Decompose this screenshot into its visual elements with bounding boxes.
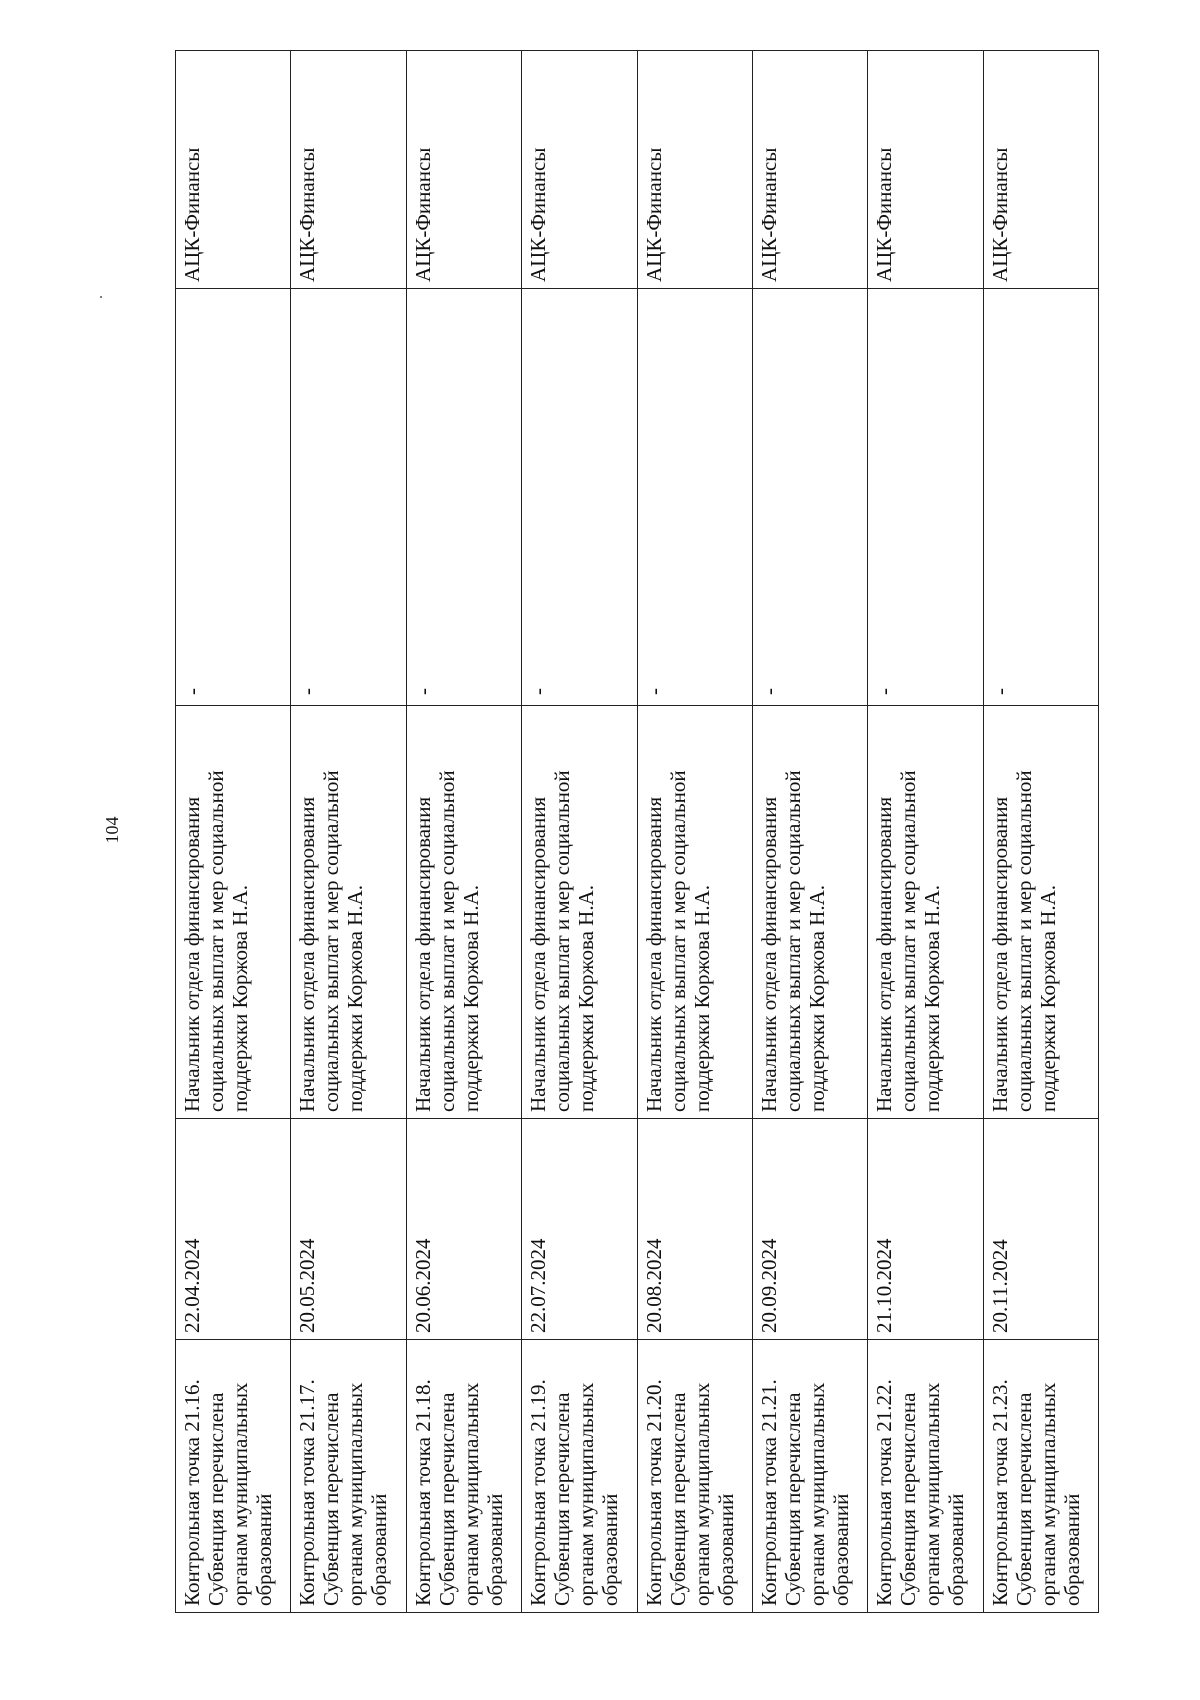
system-cell: АЦК-Финансы [983, 51, 1098, 289]
date-cell: 20.11.2024 [983, 1119, 1098, 1340]
scan-artifact-dot [100, 296, 102, 298]
document-cell: - [176, 289, 291, 706]
date-cell: 21.10.2024 [868, 1119, 983, 1340]
page-number: 104 [102, 816, 122, 844]
responsible-cell: Начальник отдела финансирования социальных выплат и мер социальной поддержки Коржова Н.А. [983, 706, 1098, 1119]
table-row [752, 51, 867, 1613]
document-cell: - [752, 289, 867, 706]
responsible-cell: Начальник отдела финансирования социальных выплат и мер социальной поддержки Коржова Н.А. [752, 706, 867, 1119]
table-row [522, 51, 637, 1613]
table-row [983, 51, 1098, 1613]
date-cell: 22.07.2024 [522, 1119, 637, 1340]
date-cell: 20.08.2024 [637, 1119, 752, 1340]
system-cell: АЦК-Финансы [406, 51, 521, 289]
document-cell: - [406, 289, 521, 706]
system-cell: АЦК-Финансы [291, 51, 406, 289]
system-cell: АЦК-Финансы [522, 51, 637, 289]
system-cell: АЦК-Финансы [176, 51, 291, 289]
responsible-cell: Начальник отдела финансирования социальных выплат и мер социальной поддержки Коржова Н.А. [176, 706, 291, 1119]
date-cell: 20.09.2024 [752, 1119, 867, 1340]
control-point-cell: Контрольная точка 21.16. Субвенция перечислена органам муниципальных образований [176, 1340, 291, 1613]
responsible-cell: Начальник отдела финансирования социальных выплат и мер социальной поддержки Коржова Н.А. [522, 706, 637, 1119]
control-point-cell: Контрольная точка 21.18. Субвенция перечислена органам муниципальных образований [406, 1340, 521, 1613]
responsible-cell: Начальник отдела финансирования социальных выплат и мер социальной поддержки Коржова Н.А. [406, 706, 521, 1119]
table-row [637, 51, 752, 1613]
control-point-cell: Контрольная точка 21.23. Субвенция перечислена органам муниципальных образований [983, 1340, 1098, 1613]
control-point-cell: Контрольная точка 21.21. Субвенция перечислена органам муниципальных образований [752, 1340, 867, 1613]
control-point-cell: Контрольная точка 21.20. Субвенция перечислена органам муниципальных образований [637, 1340, 752, 1613]
document-cell: - [637, 289, 752, 706]
control-point-cell: Контрольная точка 21.19. Субвенция перечислена органам муниципальных образований [522, 1340, 637, 1613]
date-cell: 22.04.2024 [176, 1119, 291, 1340]
control-points-table [175, 50, 1099, 1613]
document-cell: - [291, 289, 406, 706]
control-point-cell: Контрольная точка 21.22. Субвенция перечислена органам муниципальных образований [868, 1340, 983, 1613]
table-body [176, 51, 1099, 1613]
table-row [868, 51, 983, 1613]
document-cell: - [868, 289, 983, 706]
table-row [291, 51, 406, 1613]
system-cell: АЦК-Финансы [752, 51, 867, 289]
rotated-table-container [175, 120, 1099, 1613]
table-row [176, 51, 291, 1613]
system-cell: АЦК-Финансы [637, 51, 752, 289]
responsible-cell: Начальник отдела финансирования социальных выплат и мер социальной поддержки Коржова Н.А. [868, 706, 983, 1119]
date-cell: 20.05.2024 [291, 1119, 406, 1340]
system-cell: АЦК-Финансы [868, 51, 983, 289]
document-cell: - [522, 289, 637, 706]
responsible-cell: Начальник отдела финансирования социальных выплат и мер социальной поддержки Коржова Н.А. [637, 706, 752, 1119]
responsible-cell: Начальник отдела финансирования социальных выплат и мер социальной поддержки Коржова Н.А. [291, 706, 406, 1119]
table-row [406, 51, 521, 1613]
document-cell: - [983, 289, 1098, 706]
date-cell: 20.06.2024 [406, 1119, 521, 1340]
control-point-cell: Контрольная точка 21.17. Субвенция перечислена органам муниципальных образований [291, 1340, 406, 1613]
